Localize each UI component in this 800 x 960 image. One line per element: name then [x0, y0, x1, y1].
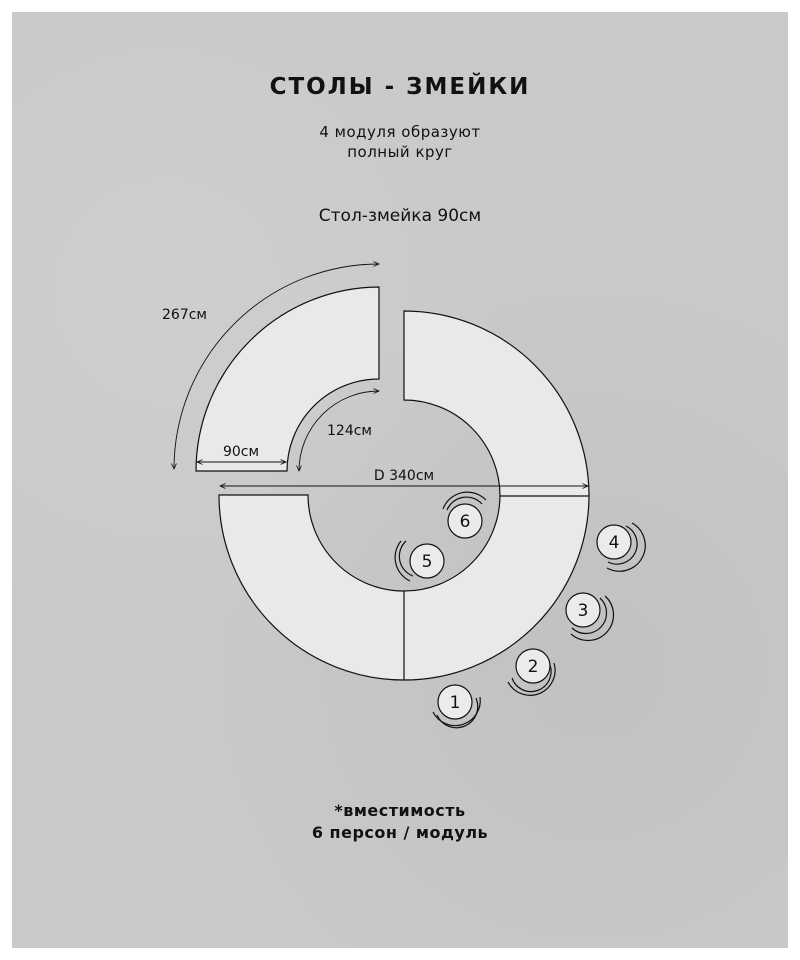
seat-number: 4	[608, 533, 620, 553]
seat-number: 3	[577, 601, 589, 621]
capacity-note-line-2: 6 персон / модуль	[311, 823, 489, 842]
table-name: Стол-змейка 90см	[318, 206, 482, 226]
seat-number: 6	[459, 512, 471, 532]
capacity-note-line-1: *вместимость	[334, 801, 466, 820]
seat-3	[566, 593, 613, 640]
seat-number: 1	[449, 693, 461, 713]
seat-number: 5	[421, 552, 433, 572]
outer-arc-label: 267см	[162, 307, 207, 323]
width-label: 90см	[222, 444, 260, 460]
capacity-note	[0, 800, 800, 844]
inner-arc-label: 124см	[327, 423, 372, 439]
subtitle-line-1: 4 модуля образуют	[319, 123, 481, 141]
seat-6	[443, 492, 486, 538]
page-title: СТОЛЫ - ЗМЕЙКИ	[269, 74, 531, 100]
seat-2	[508, 649, 555, 695]
seat-number: 2	[527, 657, 539, 677]
subtitle-line-2: полный круг	[347, 143, 453, 161]
seat-4	[597, 523, 645, 571]
seat-5	[395, 541, 444, 581]
diameter-label: D 340см	[373, 468, 435, 484]
seat-1	[433, 685, 480, 728]
